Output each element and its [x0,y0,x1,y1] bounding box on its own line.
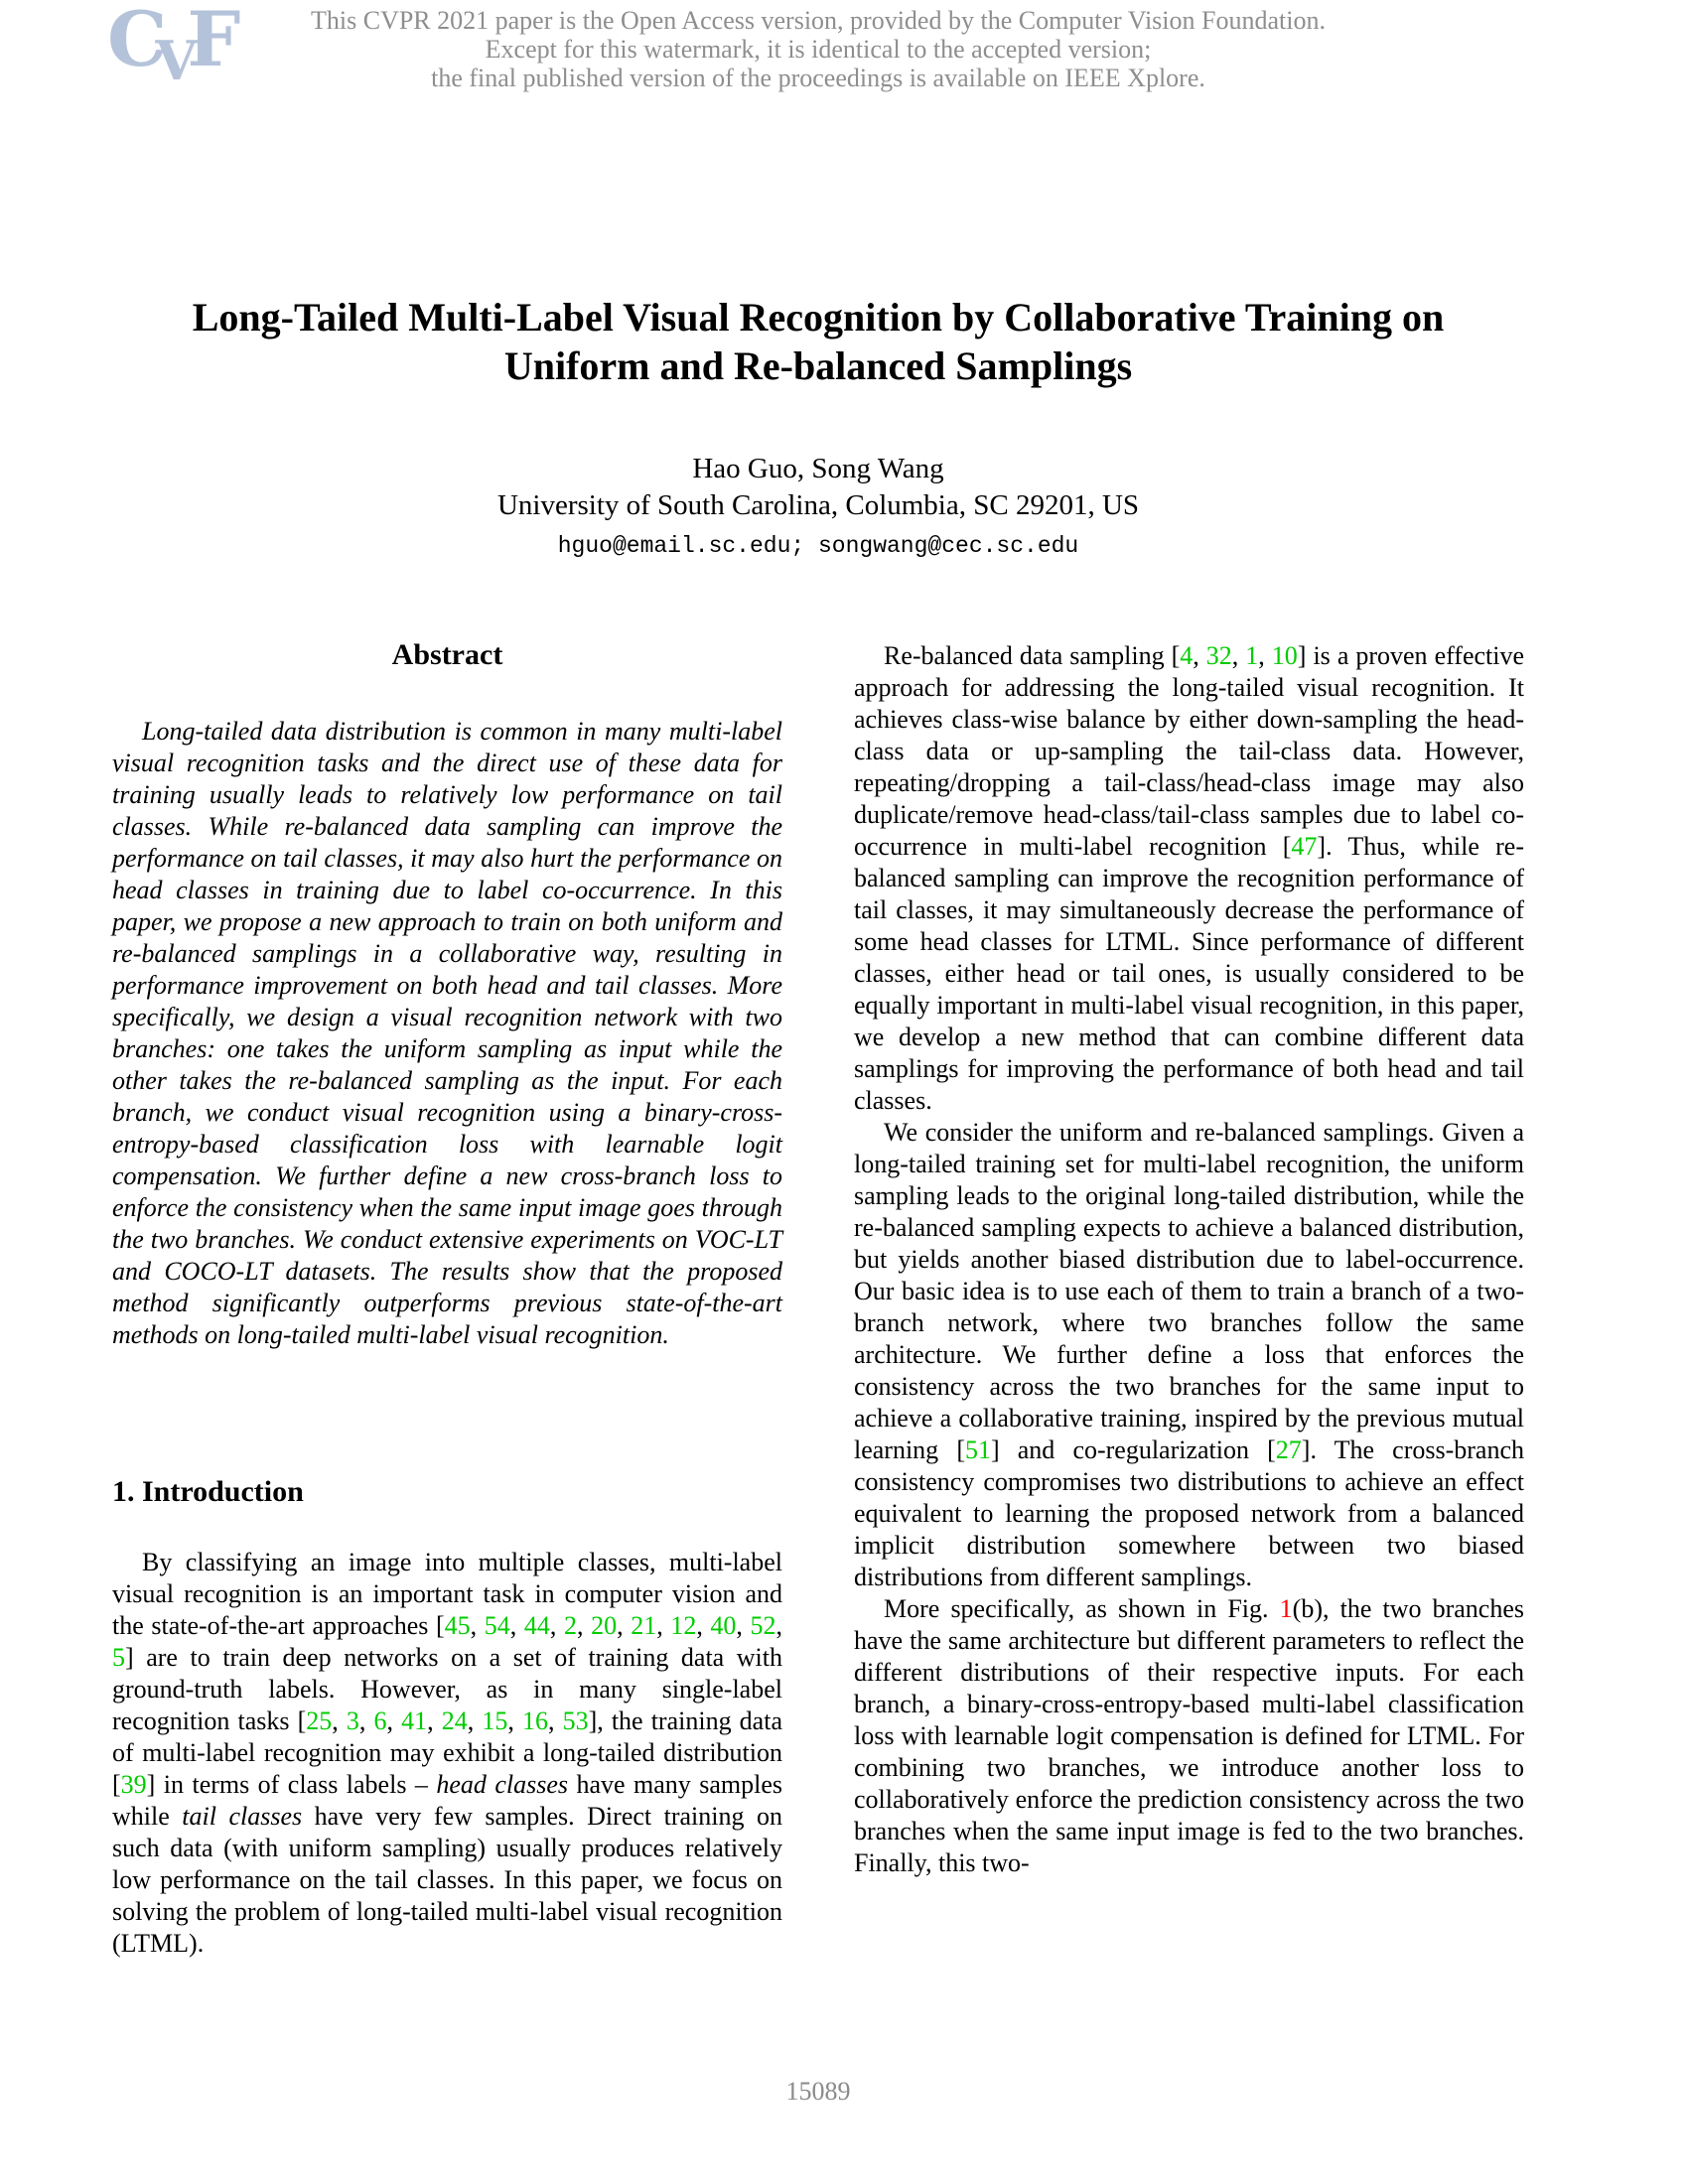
text-segment: have very few samples. Direct training on such data (with uniform sampling) usually produces relatively low performance on the tail classes. In this paper, we focus on solving the problem of long-tailed multi-label visual recognition (LTML). [112,1802,782,1958]
text-segment: ], the training data of multi-label recognition may exhibit a long-tailed distribution [ [112,1706,782,1799]
citation-link[interactable]: 47 [1291,832,1318,861]
citation-link[interactable]: 6 [373,1706,387,1735]
citation-link[interactable]: 21 [631,1611,657,1640]
cvf-logo-letter-c: C [107,0,168,83]
author-emails[interactable]: hguo@email.sc.edu; songwang@cec.sc.edu [557,533,1079,559]
citation-link[interactable]: 27 [1275,1435,1302,1464]
citation-link[interactable]: 40 [710,1611,737,1640]
citation-link[interactable]: 41 [401,1706,428,1735]
text-segment: , [736,1611,751,1640]
introduction-heading: 1. Introduction [112,1475,304,1508]
citation-link[interactable]: 16 [521,1706,548,1735]
text-segment: have many samples while [112,1770,782,1831]
open-access-watermark [112,6,1524,92]
text-segment: More specifically, as shown in Fig. [884,1594,1280,1623]
citation-link[interactable]: 54 [484,1611,510,1640]
citation-link[interactable]: 53 [562,1706,589,1735]
text-segment: Re-balanced data sampling [ [884,641,1181,670]
text-segment: , [507,1706,522,1735]
introduction-section [112,1475,782,1960]
text-segment: , [1258,641,1272,670]
paper-title [112,293,1524,390]
text-segment: , [1231,641,1246,670]
right-column [854,640,1524,1879]
text-segment: tail classes [182,1802,303,1831]
citation-link[interactable]: 32 [1205,641,1232,670]
citation-link[interactable]: 4 [1180,641,1194,670]
abstract-text: Long-tailed data distribution is common in many multi-label visual recognition tasks and the direct use of these data for training usually leads to relatively low performance on tail classes. While re-balanced data sampling can improve the performance on tail classes, it may also hurt the performance on head classes in training due to label co-occurrence. In this paper, we propose a new approach to train on both uniform and re-balanced samplings in a collaborative way, resulting in performance improvement on both head and tail classes. More specifically, we design a visual recognition network with two branches: one takes the uniform sampling as input while the other takes the re-balanced sampling as the input. For each branch, we conduct visual recognition using a binary-cross-entropy-based classification loss with learnable logit compensation. We further define a new cross-branch loss to enforce the consistency when the same input image goes through the two branches. We conduct extensive experiments on VOC-LT and COCO-LT datasets. The results show that the proposed method significantly outperforms previous state-of-the-art methods on long-tailed multi-label visual recognition. [112,717,782,1349]
text-segment: ] are to train deep networks on a set of training data with ground-truth labels. However, as in many single-label recognition tasks [ [112,1643,782,1735]
right-column-paragraph-2 [854,1117,1524,1593]
text-segment: ]. Thus, while re-balanced sampling can improve the recognition performance of tail classes, it may simultaneously decrease the performance of some head classes for LTML. Since performance of different classes, either head or tail ones, is usually considered to be equally important in multi-label visual recognition, in this paper, we develop a new method that can combine different data samplings for improving the performance of both head and tail classes. [854,832,1525,1115]
text-segment: , [386,1706,402,1735]
text-segment: , [509,1611,524,1640]
abstract-section [112,638,782,1351]
citation-link[interactable]: 15 [482,1706,508,1735]
text-segment: , [470,1611,485,1640]
watermark-line-2: Except for this watermark, it is identical to the accepted version; [485,35,1152,64]
citation-link[interactable]: 10 [1271,641,1298,670]
citation-link[interactable]: 52 [750,1611,776,1640]
text-segment: , [696,1611,711,1640]
citation-link[interactable]: 1 [1245,641,1259,670]
text-segment: ] is a proven effective approach for addressing the long-tailed visual recognition. It achieves class-wise balance by either down-sampling the head-class data or up-sampling the tail-class data. However, repeating/dropping a tail-class/head-class image may also duplicate/remove head-class/tail-class samples due to label co-occurrence in multi-label recognition [ [854,641,1525,861]
figure-ref-link[interactable]: 1 [1279,1594,1293,1623]
text-segment: , [547,1706,563,1735]
text-segment: , [775,1611,783,1640]
text-segment: head classes [436,1770,569,1799]
text-segment: By classifying an image into multiple classes, multi-label visual recognition is an important task in computer vision and the state-of-the-art approaches [ [112,1548,782,1640]
text-segment: , [549,1611,564,1640]
citation-link[interactable]: 24 [441,1706,468,1735]
citation-link[interactable]: 44 [523,1611,550,1640]
text-segment: , [427,1706,442,1735]
text-segment: ] and co-regularization [ [990,1435,1276,1464]
text-segment: , [656,1611,671,1640]
author-affiliation: University of South Carolina, Columbia, SC 29201, US [496,489,1140,521]
paper-title-line-1: Long-Tailed Multi-Label Visual Recognition by Collaborative Training on [192,295,1445,340]
abstract-heading: Abstract [391,638,503,671]
cvf-logo-letter-f: F [187,0,241,83]
watermark-line-1: This CVPR 2021 paper is the Open Access version, provided by the Computer Vision Foundation. [311,6,1326,35]
text-segment: , [617,1611,632,1640]
text-segment: , [467,1706,483,1735]
text-segment: , [332,1706,347,1735]
text-segment: ]. The cross-branch consistency compromises two distributions to achieve an effect equivalent to learning the proposed network from a balanced implicit distribution somewhere between two biased distributions from different samplings. [854,1435,1524,1591]
text-segment: We consider the uniform and re-balanced samplings. Given a long-tailed training set for multi-label recognition, the uniform sampling leads to the original long-tailed distribution, while the re-balanced sampling expects to achieve a balanced distribution, but yields another biased distribution due to label-occurrence. Our basic idea is to use each of them to train a branch of a two-branch network, where two branches follow the same architecture. We further define a loss that enforces the consistency across the two branches for the same input to achieve a collaborative training, inspired by the previous mutual learning [ [854,1118,1524,1464]
text-segment: , [1193,641,1206,670]
text-segment: , [576,1611,592,1640]
citation-link[interactable]: 2 [563,1611,577,1640]
citation-link[interactable]: 20 [591,1611,618,1640]
text-segment: ] in terms of class labels – [146,1770,437,1799]
author-names: Hao Guo, Song Wang [692,453,944,484]
citation-link[interactable]: 12 [670,1611,697,1640]
right-column-paragraph-1 [854,640,1524,1117]
cvf-logo-letter-v: V [155,29,198,92]
text-segment: , [358,1706,374,1735]
citation-link[interactable]: 45 [444,1611,471,1640]
citation-link[interactable]: 3 [346,1706,359,1735]
citation-link[interactable]: 5 [112,1643,125,1672]
text-segment: (b), the two branches have the same architecture but different parameters to reflect the different distributions of their respective inputs. For each branch, a binary-cross-entropy-based multi-label classification loss with learnable logit compensation is defined for LTML. For combining two branches, we introduce another loss to collaboratively enforce the prediction consistency across the two branches when the same input image is fed to the two branches. Finally, this two- [854,1594,1524,1877]
page-number: 15089 [785,2077,851,2106]
paper-title-line-2: Uniform and Re-balanced Samplings [503,343,1133,388]
right-column-paragraph-3 [854,1593,1524,1879]
citation-link[interactable]: 39 [120,1770,147,1799]
citation-link[interactable]: 51 [964,1435,991,1464]
citation-link[interactable]: 25 [306,1706,333,1735]
watermark-line-3: the final published version of the proceedings is available on IEEE Xplore. [431,64,1205,92]
introduction-paragraph [112,1547,782,1960]
